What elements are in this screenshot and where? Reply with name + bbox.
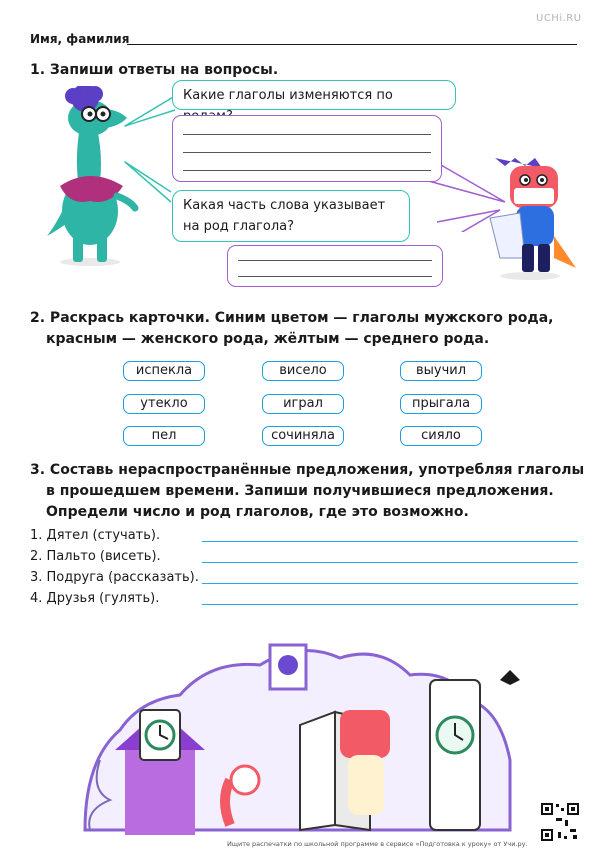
- question2-bubble: [172, 190, 410, 242]
- sentence-answer-line[interactable]: [202, 583, 578, 584]
- question1-text: Какие глаголы изменяются по: [183, 88, 393, 103]
- word-card[interactable]: испекла: [123, 361, 205, 381]
- word-card[interactable]: прыгала: [400, 394, 482, 414]
- task2-title-line1: 2. Раскрась карточки. Синим цветом — глаголы мужского рода,: [30, 310, 554, 326]
- brand-logo: UCHi.RU: [536, 13, 582, 24]
- task3-title: [30, 460, 584, 523]
- question1-bubble: [172, 80, 456, 110]
- qr-code-icon: [540, 802, 580, 842]
- answer-box-1[interactable]: [172, 115, 442, 182]
- name-label: Имя, фамилия: [30, 32, 130, 46]
- sentence-prompt: 2. Пальто (висеть).: [30, 549, 161, 564]
- task3-title-line1: 3. Составь нераспространённые предложения, употребляя глаголы: [30, 462, 585, 478]
- name-line[interactable]: [127, 44, 577, 45]
- sentence-answer-line[interactable]: [202, 604, 578, 605]
- word-card[interactable]: сияло: [400, 426, 482, 446]
- sentence-answer-line[interactable]: [202, 562, 578, 563]
- task3-title-line2: в прошедшем времени. Запиши получившиеся предложения.: [46, 483, 554, 499]
- answer-box-2[interactable]: [227, 245, 443, 287]
- task2-title-line2: красным — женского рода, жёлтым — среднего рода.: [46, 331, 490, 347]
- haunted-house-illustration: [80, 640, 530, 836]
- word-card[interactable]: утекло: [123, 394, 205, 414]
- sentence-prompt: 3. Подруга (рассказать).: [30, 570, 199, 585]
- word-card[interactable]: играл: [262, 394, 344, 414]
- question2-line2: на род глагола?: [183, 219, 294, 234]
- word-card[interactable]: сочиняла: [262, 426, 344, 446]
- task2-title: [30, 308, 553, 350]
- footer-text: Ищите распечатки по школьной программе в сервисе «Подготовка к уроку» от Учи.ру.: [227, 840, 528, 848]
- sentence-prompt: 4. Друзья (гулять).: [30, 591, 160, 606]
- task1-title: 1. Запиши ответы на вопросы.: [30, 62, 279, 78]
- question2-line1: Какая часть слова указывает: [183, 198, 386, 213]
- task3-title-line3: Определи число и род глаголов, где это возможно.: [46, 504, 469, 520]
- word-card[interactable]: пел: [123, 426, 205, 446]
- sentence-prompt: 1. Дятел (стучать).: [30, 528, 161, 543]
- sentence-answer-line[interactable]: [202, 541, 578, 542]
- word-card[interactable]: выучил: [400, 361, 482, 381]
- word-card[interactable]: висело: [262, 361, 344, 381]
